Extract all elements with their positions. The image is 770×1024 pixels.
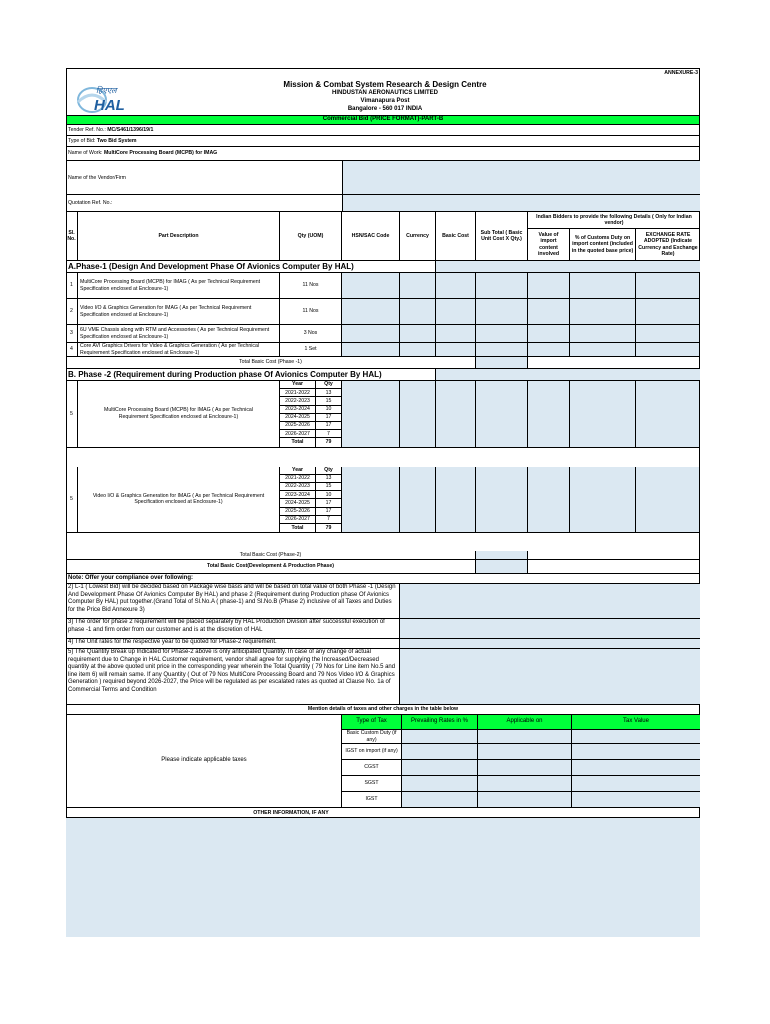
year-cell: 2025-2026	[280, 508, 316, 516]
tax-rate-cell[interactable]	[402, 730, 478, 744]
qty-cell: 13	[316, 389, 342, 397]
taxes-mention: Mention details of taxes and other charges in the table below	[307, 706, 459, 712]
col-exchange-rate: EXCHANGE RATE ADOPTED (Indicate Currency and Exchange Rate)	[636, 229, 700, 261]
tax-applicable-cell[interactable]	[478, 792, 572, 808]
item-description: 6U VME Chassis along with RTM and Accessories ( As per Technical Requirement Specification enclosed at Enclosure-1)	[78, 325, 280, 343]
year-cell: 2022-2023	[280, 483, 316, 491]
customs-duty-cell[interactable]	[570, 299, 636, 325]
svg-text:हिएएल: हिएएल	[96, 86, 117, 95]
item-description: Core AVI Graphics Drivers for Video & Graphics Generation ( As per Technical Requirement Specification enclosed at Enclosure-1)	[78, 343, 280, 357]
year-cell: 2024-2025	[280, 499, 316, 507]
note-3: 3) The order for phase 2 requirement will be placed separately by HAL Production Division after successful execution of phase -1 and firm order from our customer and is at the discretion of HAL	[66, 619, 400, 639]
customs-duty-cell[interactable]	[570, 381, 636, 448]
qty-cell: 17	[316, 414, 342, 422]
basic-cost-cell[interactable]	[436, 299, 476, 325]
tax-type-cell: CGST	[342, 760, 402, 776]
subtotal-cell[interactable]	[476, 325, 528, 343]
hsn-code-cell[interactable]	[342, 299, 400, 325]
bid-type-value: Two Bid System	[96, 137, 137, 144]
import-value-cell[interactable]	[528, 325, 570, 343]
basic-cost-cell[interactable]	[436, 343, 476, 357]
year-cell: 2021-2022	[280, 475, 316, 483]
vendor-label: Name of the Vendor/Firm	[68, 174, 126, 181]
exchange-rate-cell[interactable]	[636, 299, 700, 325]
item-description: Video I/O & Graphics Generation for IMAG ( As per Technical Requirement Specification enclosed at Enclosure-1)	[78, 299, 280, 325]
item-qty: 11 Nos	[280, 273, 342, 299]
col-part-desc: Part Description	[78, 212, 280, 261]
item-qty: 3 Nos	[280, 325, 342, 343]
tender-ref-row	[66, 125, 700, 136]
item-number: 4	[66, 343, 78, 357]
exchange-rate-cell[interactable]	[636, 273, 700, 299]
bid-type-banner: Commercial Bid (PRICE FORMAT)-PART-B	[66, 115, 700, 125]
tax-rate-cell[interactable]	[402, 776, 478, 792]
import-value-cell[interactable]	[528, 381, 570, 448]
item-description: MultiCore Processing Board (MCPB) for IMAG ( As per Technical Requirement Specification enclosed at Enclosure-1)	[78, 381, 280, 448]
work-name-label: Name of Work:	[68, 150, 103, 157]
import-value-cell[interactable]	[528, 273, 570, 299]
tax-value-cell[interactable]	[572, 760, 700, 776]
tax-value-cell[interactable]	[572, 792, 700, 808]
hsn-code-cell[interactable]	[342, 381, 400, 448]
qty-header: Qty	[316, 467, 342, 475]
annexure-label: ANNEXURE-3	[664, 70, 698, 76]
work-name-value: MultiCore Processing Board (MCPB) for IMAG	[103, 150, 218, 157]
import-value-cell[interactable]	[528, 299, 570, 325]
qty-cell: 7	[316, 516, 342, 524]
tax-value-header: Tax Value	[572, 714, 700, 730]
year-cell: 2021-2022	[280, 389, 316, 397]
currency-cell[interactable]	[400, 273, 436, 299]
hal-logo-icon	[72, 80, 142, 116]
year-cell: 2024-2025	[280, 414, 316, 422]
customs-duty-cell[interactable]	[570, 273, 636, 299]
tax-value-cell[interactable]	[572, 776, 700, 792]
item-description: Video I/O & Graphics Generation for IMAG ( As per Technical Requirement Specification enclosed at Enclosure-1)	[78, 467, 280, 534]
phase1-heading: A.Phase-1 (Design And Development Phase Of Avionics Computer By HAL)	[66, 261, 436, 273]
currency-cell[interactable]	[400, 325, 436, 343]
item-number: 1	[66, 273, 78, 299]
item-number: 3	[66, 325, 78, 343]
tax-value-cell[interactable]	[572, 730, 700, 744]
grand-total-value[interactable]	[476, 560, 528, 574]
phase1-items	[66, 273, 700, 357]
basic-cost-cell[interactable]	[436, 467, 476, 534]
svg-text:HAL: HAL	[94, 97, 125, 114]
tax-applicable-cell[interactable]	[478, 744, 572, 760]
other-info-label: OTHER INFORMATION, IF ANY	[253, 810, 329, 816]
qty-cell: 15	[316, 483, 342, 491]
import-value-cell[interactable]	[528, 467, 570, 534]
currency-cell[interactable]	[400, 343, 436, 357]
exchange-rate-cell[interactable]	[636, 343, 700, 357]
phase2-heading: B. Phase -2 (Requirement during Production phase Of Avionics Computer By HAL)	[66, 369, 436, 381]
tax-applicable-cell[interactable]	[478, 730, 572, 744]
phase1-total-value[interactable]	[476, 357, 528, 369]
qty-cell: 17	[316, 508, 342, 516]
grand-total-label: Total Basic Cost(Development & Production Phase)	[66, 560, 476, 574]
quotation-ref-field[interactable]	[342, 195, 700, 212]
subtotal-cell[interactable]	[476, 343, 528, 357]
qty-cell: 15	[316, 397, 342, 405]
total-qty: 79	[316, 438, 342, 447]
year-cell: 2023-2024	[280, 491, 316, 499]
exchange-rate-cell[interactable]	[636, 467, 700, 534]
total-qty: 79	[316, 524, 342, 533]
hsn-code-cell[interactable]	[342, 273, 400, 299]
year-cell: 2026-2027	[280, 516, 316, 524]
col-subtotal: Sub Total ( Basic Unit Cost X Qty.)	[476, 212, 528, 261]
tax-type-cell: SGST	[342, 776, 402, 792]
tax-type-cell: IGST	[342, 792, 402, 808]
work-name-row	[66, 147, 700, 161]
tax-applicable-cell[interactable]	[478, 776, 572, 792]
tender-ref-label: Tender Ref. No.:	[68, 126, 106, 133]
bid-type-label: Type of Bid:	[68, 137, 96, 144]
item-number: 2	[66, 299, 78, 325]
qty-cell: 10	[316, 406, 342, 414]
subtotal-cell[interactable]	[476, 273, 528, 299]
col-customs-duty: % of Customs Duty on import content (included in the quoted base price)	[570, 229, 636, 261]
hsn-code-cell[interactable]	[342, 467, 400, 534]
quotation-label: Quotation Ref. No.:	[68, 200, 113, 207]
centre-title: Mission & Combat System Research & Design Centre	[283, 80, 487, 89]
col-qty: Qty (UOM)	[280, 212, 342, 261]
col-indian-bidders: Indian Bidders to provide the following Details ( Only for Indian vendor)	[528, 212, 700, 229]
tax-rows	[342, 730, 700, 808]
subtotal-cell[interactable]	[476, 381, 528, 448]
currency-cell[interactable]	[400, 299, 436, 325]
hal-logo	[72, 80, 142, 116]
tax-applicable-cell[interactable]	[478, 760, 572, 776]
col-import-value: Value of import content involved	[528, 229, 570, 261]
basic-cost-cell[interactable]	[436, 325, 476, 343]
item-qty: 11 Nos	[280, 299, 342, 325]
phase2-total-label: Total Basic Cost (Phase-2)	[66, 551, 476, 560]
tax-type-cell: IGST on import (if any)	[342, 744, 402, 760]
tax-rate-cell[interactable]	[402, 760, 478, 776]
phase2-items	[66, 381, 700, 551]
item-qty: 1 Set	[280, 343, 342, 357]
phase1-total-label: Total Basic Cost (Phase -1)	[66, 357, 476, 369]
qty-cell: 17	[316, 499, 342, 507]
tax-rate-cell[interactable]	[402, 792, 478, 808]
col-hsn: HSN/SAC Code	[342, 212, 400, 261]
note-2: 2) L-1 ( Lowest Bid) will be decided based on Package wise basis and will be based on total value of both Phase -1 (Design And Development Phase Of Avionics Computer By HAL) and phase 2 (Requirement during Production phase Of Avionics Computer By HAL) put together.(Grand Total of Sl.No.A ( phase-1) and Sl.No.B (Phase 2) inclusive of all Taxes and Duties for the Price Bid Annexure 3)	[66, 584, 400, 619]
tax-rate-cell[interactable]	[402, 744, 478, 760]
taxes-indicate: Please indicate applicable taxes	[66, 714, 342, 808]
year-cell: 2023-2024	[280, 406, 316, 414]
subtotal-cell[interactable]	[476, 467, 528, 534]
basic-cost-cell[interactable]	[436, 381, 476, 448]
notes-heading: Note: Offer your compliance over following:	[66, 574, 700, 584]
qty-cell: 10	[316, 491, 342, 499]
subtotal-cell[interactable]	[476, 299, 528, 325]
tax-type-cell: Basic Custom Duty (if any)	[342, 730, 402, 744]
note-5: 5) The Quantity Break up Indicated for Phase-2 above is only anticipated Quantity. In case of any change of actual requirement due to Change in HAL Customer requirement, vendor shall agree for supplying the Increased/Decreased quantity at the above quoted unit price in the corresponding year wherein the Total Quantity ( 79 Nos for Line item No.5 and line item 6) will remain same. If any Quantity ( Out of 79 Nos MultiCore Processing Board and 79 Nos Video I/O & Graphics Generation ) required beyond 2026-2027, the Price will be regulated as per escalated rates as quoted at Clause No. 1a of Commercial Terms and Condition	[66, 649, 400, 705]
year-header: Year	[280, 467, 316, 475]
company-name: HINDUSTAN AERONAUTICS LIMITED	[332, 90, 438, 96]
hsn-code-cell[interactable]	[342, 343, 400, 357]
qty-cell: 17	[316, 422, 342, 430]
exchange-rate-cell[interactable]	[636, 325, 700, 343]
year-cell: 2025-2026	[280, 422, 316, 430]
vendor-name-field[interactable]	[342, 161, 700, 195]
year-header: Year	[280, 381, 316, 389]
customs-duty-cell[interactable]	[570, 467, 636, 534]
other-info-field[interactable]	[66, 817, 700, 937]
customs-duty-cell[interactable]	[570, 343, 636, 357]
bid-type-row	[66, 136, 700, 147]
col-slno: Sl. No.	[66, 212, 78, 261]
tax-type-header: Type of Tax	[342, 714, 402, 730]
item-number: 5	[66, 381, 78, 448]
city-line: Bangalore - 560 017 INDIA	[347, 106, 423, 112]
exchange-rate-cell[interactable]	[636, 381, 700, 448]
qty-cell: 13	[316, 475, 342, 483]
import-value-cell[interactable]	[528, 343, 570, 357]
hsn-code-cell[interactable]	[342, 325, 400, 343]
customs-duty-cell[interactable]	[570, 325, 636, 343]
col-currency: Currency	[400, 212, 436, 261]
total-label: Total	[280, 524, 316, 533]
tax-rates-header: Prevailing Rates in %	[402, 714, 478, 730]
basic-cost-cell[interactable]	[436, 273, 476, 299]
qty-header: Qty	[316, 381, 342, 389]
currency-cell[interactable]	[400, 381, 436, 448]
post-line: Vimanapura Post	[360, 98, 410, 104]
item-number: 5	[66, 467, 78, 534]
qty-cell: 7	[316, 430, 342, 438]
note-4: 4) The Unit rates for the respective year to be quoted for Phase-2 requirement.	[66, 639, 400, 649]
year-cell: 2022-2023	[280, 397, 316, 405]
phase2-total-value[interactable]	[476, 551, 528, 560]
col-basic-cost: Basic Cost	[436, 212, 476, 261]
currency-cell[interactable]	[400, 467, 436, 534]
tender-ref-value: MC/S461/1396/19/1	[107, 126, 154, 133]
tax-applicable-header: Applicable on	[478, 714, 572, 730]
year-cell: 2026-2027	[280, 430, 316, 438]
item-description: MultiCore Processing Board (MCPB) for IMAG ( As per Technical Requirement Specification enclosed at Enclosure-1)	[78, 273, 280, 299]
total-label: Total	[280, 438, 316, 447]
tax-value-cell[interactable]	[572, 744, 700, 760]
